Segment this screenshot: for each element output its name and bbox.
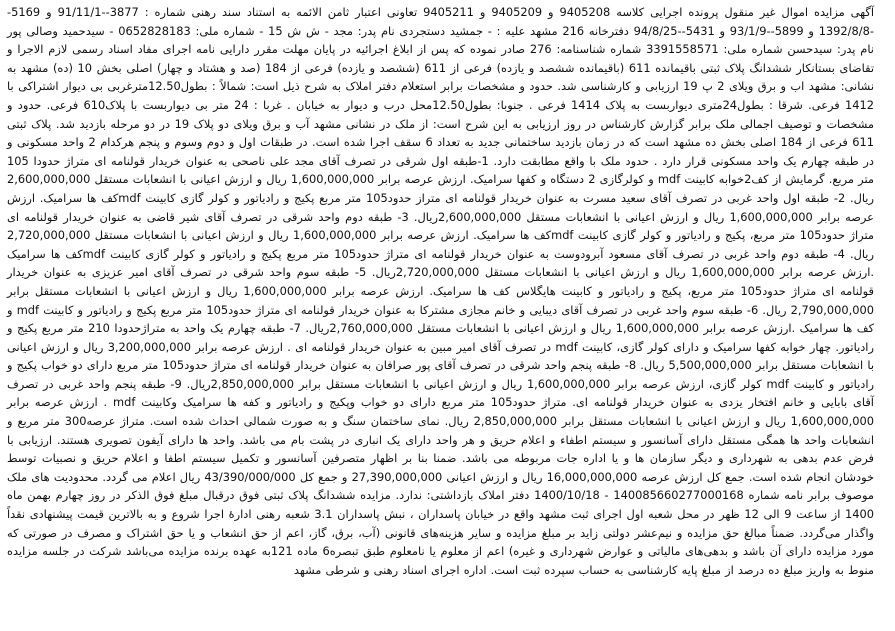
auction-notice-text: آگهی مزایده اموال غیر منقول پرونده اجرایی کلاسه 9405208 و 9405209 و 9405211 تعاونی اعتبار ثامن الائمه به استناد سند رهنی شماره : 3877--91/11/1 و 5169--1392/8/8 و 5899--93/1/9 و 5431--94/8/25 دفترخانه 216 مشهد علیه : - جمشید دستجردی نام پدر: مجد - ش ش 15 - شماره ملی: 0652828183 - سیدحمید وصالی پور نام پدر: سیدحسن شماره ملی: 3391558571 شماره شناسنامه: 276 صادر نموده که پس از ابلاغ اجرائیه در پایان مهلت مقرر دارایی نامه اجرای مفاد اسناد رسمی لازم الاجرا و تقاضای بستانکار ششدانگ پلاک ثبتی باقیمانده 611 (باقیمانده ششصد و یازده) فرعی از 611 (ششصد و یازده) فرعی از 184 (صد و هشتاد و چهار) اصلی بخش 10 (ده) مشهد به نشانی: مشهد اب و برق ویلای 2 پ 19 ارزیابی و کارشناسی شد. حدود و مشخصات برابر استعلام دفتر املاک به شرح ذیل است: شمالاً : بطول12.50مترغربی بی دیوار اشتراکی با 1412 فرعی. شرقا : بطول24متری دیواربست به پلاک 1414 فرعی . جنوبا: بطول12.50محل درب و دیوار به خیابان . غربا : 24 متر بی دیواربست با پلاک610 فرعی. حدود و مشخصات و توصیف اجمالی ملک برابر گزارش کارشناس در روز ارزیابی به این شرح است: از ملک در نشانی مشهد آب و برق ویلای دو پلاک 19 در دو مرحله بازدید شد. پلاک ثبتی 611 فرعی از 184 اصلی بخش ده مشهد است که در زمان بازدید ساختمانی جدید به تعداد 6 سقف اجرا شده است. در طبقات اول و دوم وسوم و پنجم هرکدام 2 واحد مسکونی و در طبقه چهارم یک واحد مسکونی قرار دارد . حدود ملک با واقع مطابقت دارد. 1-طبقه اول شرقی در تصرف آقای مجد علی ناصحی به عنوان خریدار قولنامه ای متراژ حدودا 105 متر مربع. گرمایش از کف2خوابه کابینت mdf و کولرگازی 2 دستگاه و کفها سرامیک. ارزش عرصه برابر 1,600,000,000 ریال و ارزش اعیانی با انشعابات مستقل 2,600,000,000 ریال. 2- طبقه اول واحد غربی در تصرف آقای سعید مسرت به عنوان خریدار قولنامه ای متراز حدود105 متر مربع پکیج و رادیاتور و کولر گازی کابینت mdfکف ها سرامیک. ارزش عرصه برابر 1,600,000,000 ریال و ارزش اعیانی با انشعابات مستقل 2,600,000,000ریال. 3- طبقه دوم واحد شرقی در تصرف آقای شیر قاضی به عنوان خریدار قولنامه ای متراژ حدود105 متر مربع، پکیج و رادیاتور و کولر گازی کابینت mdfکف ها سرامیک. ارزش عرصه برابر 1,600,000,000 ریال و ارزش اعیانی با انشعابات مستقل 2,720,000,000 ریال. 4- طبقه دوم واحد غربی در تصرف آقای مسعود آبرودوست به عنوان خریدار قولنامه ای متراژ حدود105 متر مربع پکیج و رادیاتور و کولر گازی کابینت mdfکف ها سرامیک .ارزش عرصه برابر 1,600,000,000 ریال و ارزش اعیانی با انشعابات مستقل 2,720,000,000ریال. 5- طبقه سوم واحد شرقی در تصرف آقای امیر عزیزی به عنوان خریدار قولنامه ای متراژ حدود105 متر مربع، پکیج و رادیاتور و کابینت هایگلاس کف ها سرامیک. ارزش عرصه برابر 1,600,000,000 ریال و ارزش اعیانی با انشعابات مستقل برابر 2,790,000,000 ریال. 6- طبقه سوم واحد غربی در تصرف آقای دیبایی و خانم مجازی مشترکا به عنوان خریدار قولنامه ای متراژ حدود105 متر مربع پکیج و رادیاتور و کابینت mdf و کف ها سرامیک .ارزش عرصه برابر 1,600,000,000 ریال و ارزش اعیانی با انشعابات مستقل 2,760,000,000ریال. 7- طبقه چهارم یک واحد به متراژحدودا 210 متر مربع پکیج و رادیاتور. چهار خوابه کفها سرامیک و دارای کولر گازی، کابینت mdf در تصرف آقای امیر مبین به عنوان خریدار قولنامه ای . ارزش عرصه برابر 3,200,000,000 ریال و ارزش اعیانی با انشعابات مستقل برابر 5,500,000,000 ریال. 8- طبقه پنجم واحد شرقی در تصرف آقای پور صرافان به عنوان خریدار قولنامه ای متراژ حدود105 متر مربع دارای دو خواب پکیج و رادیاتور و کابینت mdf کولر گازی، ارزش عرصه برابر 1,600,000,000 ریال و ارزش اعیانی با انشعابات مستقل برابر 2,850,000,000ریال. 9- طبقه پنجم واحد غربی در تصرف آقای بابایی و خانم افتخار یزدی به عنوان خریدار قولنامه ای. متراژ حدود105 متر مربع دارای دو خواب وپکیج و رادیاتور و کفه ها سرامیک وکابینت mdf . ارزش عرصه برابر 1,600,000,000 ریال و ارزش اعیانی با انشعابات مستقل برابر 2,850,000,000 ریال. نمای ساختمان سنگ و به صورت شمالی احداث شده است. متراژ عرصه300 متر مربع و انشعابات واحد ها همگی مستقل دارای آسانسور و سیستم اطفاء و اعلام حریق و هر واحد دارای یک انباری در پشت بام می باشد. واحد ها دارای آیفون تصویری هستند. ارزیابی با فرض عدم بدهی به شهرداری و دیگر سازمان ها و یا اداره جات مربوطه می باشد. ضمنا بنا بر اظهار متصرفین آسانسور و تکمیل سیستم اطفا و اعلام حریق و نصبیات توسط خودشان انجام شده است. جمع کل ارزش عرصه 16,000,000,000 ریال و ارزش اعیانی 27,390,000,000 و جمع کل 43/390/000/000 ریال اعلام می گردد. محدودیت های ملک موصوف برابر نامه شماره 140085660277000168 - 1400/10/18 دفتر املاک بازداشتی: ندارد. مزایده ششدانگ پلاک ثبتی فوق درقبال مبلغ فوق الذکر در روز چهارم بهمن ماه 1400 از ساعت 9 الی 12 ظهر در محل شعبه اول اجرای ثبت مشهد واقع در خیابان پاسداران ، نبش پاسداران 3.1 شعبه رهنی ادارۀ اجرا شروع و به بالاترین قیمت پیشنهادی نقداً واگذار می‌گردد. ضمناً مبالغ حق مزایده و نیم‌عشر دولتی زاید بر مبلغ مزایده و سایر هزینه‌های قانونی (آب، برق، گاز، اعم از حق انشعاب و یا حق اشتراک و مصرف در صورتی که مورد مزایده دارای آن باشد و بدهی‌های مالیاتی و عوارض شهرداری و غیره) اعم از معلوم یا نامعلوم طبق تبصره6 ماده 121به عهده برنده مزایده می‌باشد شرکت در جلسه مزایده منوط به واریز مبلغ ده درصد از مبلغ پایه کارشناسی به حساب سپرده ثبت است. اداره اجرای اسناد رهنی و شرطی مشهد xyxy=(7,5,875,577)
